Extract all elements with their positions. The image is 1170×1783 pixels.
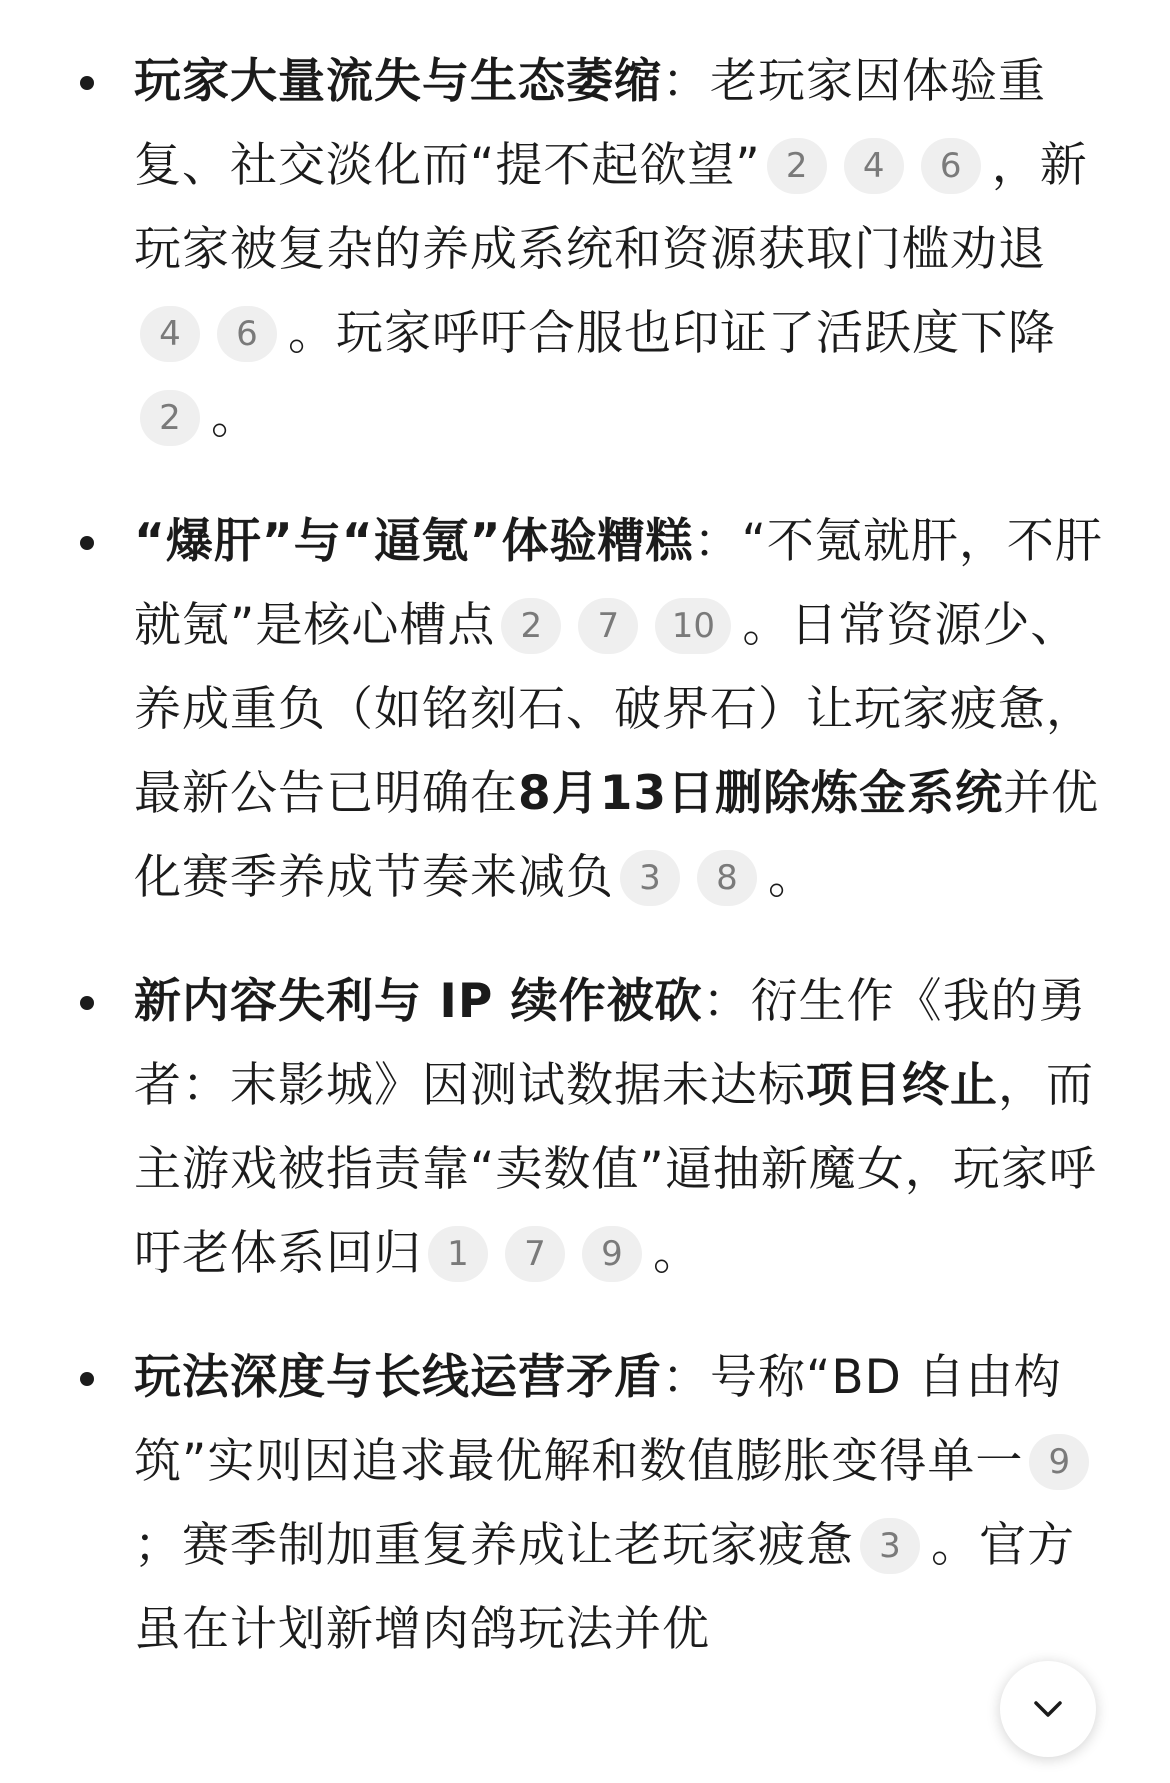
bullet-dot — [80, 996, 94, 1010]
title-separator: ： — [662, 54, 710, 109]
citation-badge[interactable]: 2 — [767, 138, 827, 194]
item-title: 玩家大量流失与生态萎缩 — [134, 54, 662, 109]
list-item — [0, 40, 1170, 460]
citation-badge[interactable]: 6 — [217, 306, 277, 362]
emphasis-text: 项目终止 — [806, 1058, 998, 1113]
item-text: 衍生作《我的勇者：末影城》因测试数据未达标 — [134, 974, 1087, 1113]
item-text: 。 — [768, 850, 816, 905]
item-title: 新内容失利与 IP 续作被砍 — [134, 974, 703, 1029]
title-separator: ： — [702, 974, 751, 1029]
citation-badge[interactable]: 3 — [860, 1518, 920, 1574]
citation-badge[interactable]: 8 — [697, 850, 757, 906]
item-text: 老玩家因体验重复、社交淡化而“提不起欲望” — [134, 54, 1046, 193]
citation-badge[interactable]: 3 — [620, 850, 680, 906]
bullet-dot — [80, 1372, 94, 1386]
item-title: “爆肝”与“逼氪”体验糟糕 — [134, 514, 694, 569]
item-title: 玩法深度与长线运营矛盾 — [134, 1350, 662, 1405]
answer-content — [0, 40, 1170, 1712]
item-text: “不氪就肝，不肝就氪”是核心槽点 — [134, 514, 1103, 653]
citation-badge[interactable]: 2 — [501, 598, 561, 654]
citation-badge[interactable]: 1 — [428, 1226, 488, 1282]
citation-badge[interactable]: 7 — [578, 598, 638, 654]
item-text: 。官方虽在计划新增肉鸽玩法并优 — [134, 1518, 1075, 1657]
item-text: 。 — [211, 390, 259, 445]
bullet-dot — [80, 536, 94, 550]
citation-badge[interactable]: 2 — [140, 390, 200, 446]
item-text: 并优化赛季养成节奏来减负 — [134, 766, 1100, 905]
title-separator: ： — [662, 1350, 710, 1405]
citation-badge[interactable]: 10 — [655, 598, 731, 654]
emphasis-text: 8月13日删除炼金系统 — [518, 766, 1004, 821]
item-text: 号称“BD 自由构筑”实则因追求最优解和数值膨胀变得单一 — [134, 1350, 1062, 1489]
item-text: 。玩家呼吁合服也印证了活跃度下降 — [288, 306, 1056, 361]
item-text: ，而主游戏被指责靠“卖数值”逼抽新魔女，玩家呼吁老体系回归 — [134, 1058, 1097, 1281]
item-text: 。日常资源少、养成重负（如铭刻石、破界石）让玩家疲惫，最新公告已明确在 — [134, 598, 1094, 821]
item-text: ；赛季制加重复养成让老玩家疲惫 — [134, 1518, 854, 1573]
item-text: 。 — [653, 1226, 701, 1281]
title-separator: ： — [693, 514, 742, 569]
bullet-dot — [80, 76, 94, 90]
citation-badge[interactable]: 7 — [505, 1226, 565, 1282]
scroll-to-bottom-button[interactable] — [1000, 1661, 1096, 1757]
citation-badge[interactable]: 4 — [844, 138, 904, 194]
list-item — [0, 960, 1170, 1296]
citation-badge[interactable]: 9 — [1029, 1434, 1089, 1490]
chevron-down-icon — [1028, 1689, 1068, 1729]
list-item — [0, 1336, 1170, 1672]
list-item — [0, 500, 1170, 920]
item-text: ，新玩家被复杂的养成系统和资源获取门槛劝退 — [134, 138, 1088, 277]
citation-badge[interactable]: 4 — [140, 306, 200, 362]
citation-badge[interactable]: 9 — [582, 1226, 642, 1282]
citation-badge[interactable]: 6 — [921, 138, 981, 194]
